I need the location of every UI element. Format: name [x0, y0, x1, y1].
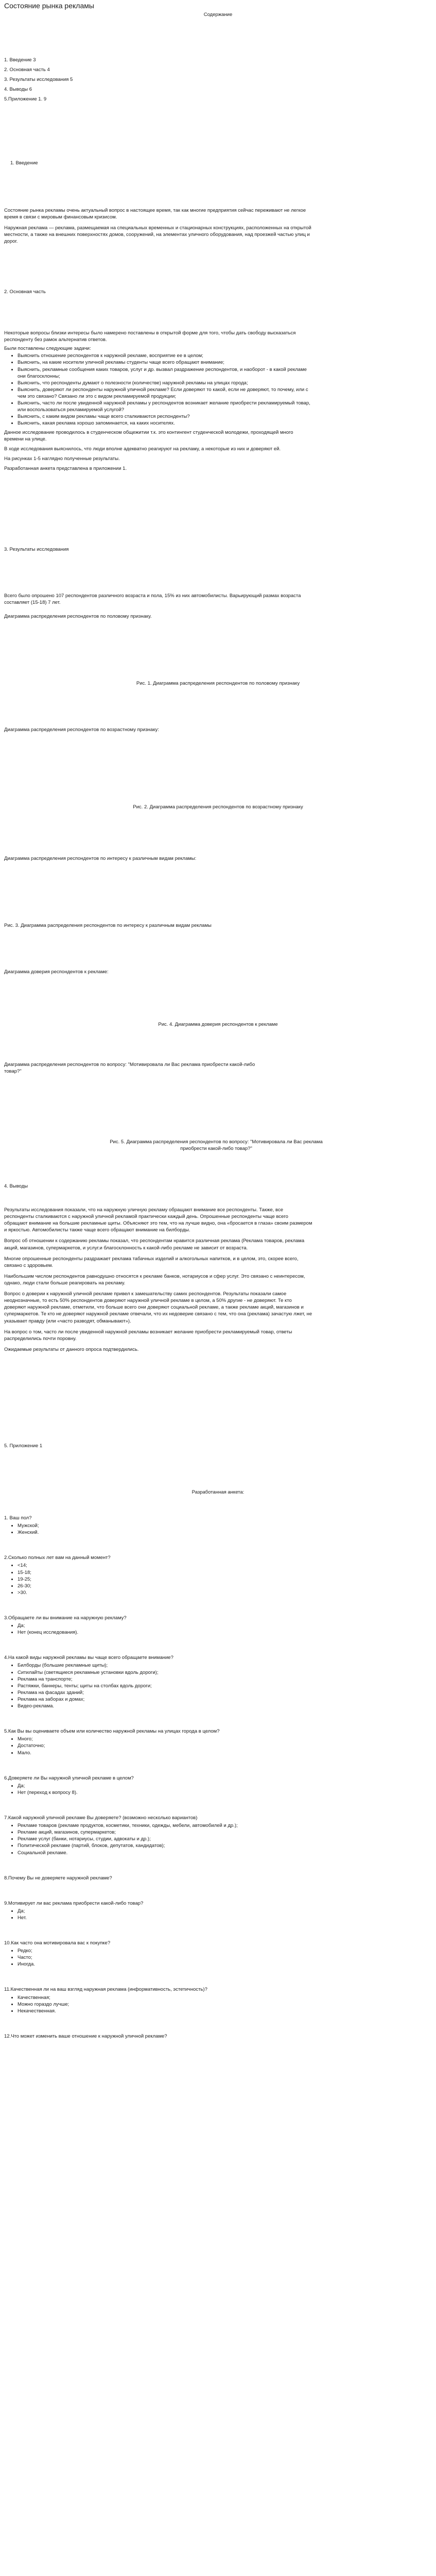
results-paragraph: Диаграмма распределения респондентов по интересу к различным видам рекламы:	[4, 856, 197, 861]
answer-option[interactable]: • 26-30;	[18, 1583, 313, 1589]
answer-option[interactable]: • Редко;	[18, 1947, 313, 1954]
answer-option[interactable]: • Ситилайты (светящиеся рекламные установки вдоль дороги);	[18, 1669, 313, 1676]
survey-question	[4, 1728, 313, 1756]
figure-caption: Рис. 3. Диаграмма распределения респондентов по интересу к различным видам рекламы	[4, 923, 212, 928]
toc-heading: Содержание	[203, 12, 233, 18]
survey-question	[4, 1940, 313, 1968]
results-intro	[4, 592, 313, 620]
survey-question	[4, 1900, 313, 1921]
intro-paragraph: Наружная реклама — реклама, размещаемая на специальных временных и стационарных конструкциях, расположенных на открытой местности, а также на внешних поверхностях домов, сооружений, на элементах уличного оборудования, над проезжей частью улиц и дорог.	[4, 225, 311, 245]
conclusion-paragraph: Вопрос об отношении к содержанию рекламы показал, что респондентам нравится различная реклама (Реклама товаров, реклама акций, магазинов, супермаркетов, и услуг.и благосклонность к какой-либо рекламе не зависит от возраста.	[4, 1238, 305, 1251]
answer-option[interactable]: • Некачественная.	[18, 2008, 313, 2014]
answer-option[interactable]: • Да;	[18, 1908, 313, 1914]
answer-option[interactable]: • Рекламе услуг (банки, нотариусы, студии, адвокаты и др.);	[18, 1836, 313, 1842]
figure-caption: Рис. 2. Диаграмма распределения респондентов по возрастному признаку	[133, 804, 303, 810]
answer-option[interactable]: • Рекламе акций, магазинов, супермаркетов;	[18, 1829, 313, 1836]
main-paragraph: Были поставлены следующие задачи:	[4, 346, 91, 352]
question-text: 4.На какой виды наружной рекламы вы чаще всего обращаете внимание?	[4, 1655, 173, 1661]
survey-question	[4, 1875, 313, 1882]
main-paragraph: На рисунках 1-5 наглядно полученные результаты.	[4, 455, 120, 462]
list-item: • Выяснить, рекламные сообщения каких товаров, услуг и др. вызвал раздражение респондентов, и наоборот - в какой рекламе они благосклонны;	[18, 366, 313, 380]
answer-option[interactable]: • Да;	[18, 1783, 313, 1789]
list-item: • Выяснить, на какие носители уличной рекламы студенты чаще всего обращают внимание;	[18, 359, 313, 366]
figure-caption: Рис. 1. Диаграмма распределения респондентов по половому признаку	[136, 681, 300, 686]
toc-item[interactable]: 1. Введение 3	[4, 57, 36, 63]
survey-title: Разработанная анкета:	[191, 1489, 245, 1495]
answer-option[interactable]: • Много;	[18, 1736, 313, 1742]
question-text: 11.Качественная ли на ваш взгляд наружная реклама (информативность, эстетичность)?	[4, 1987, 207, 1993]
answer-option[interactable]: • Женский.	[18, 1529, 313, 1536]
survey	[4, 1515, 313, 2058]
question-text: 8.Почему Вы не доверяете наружной рекламе?	[4, 1875, 112, 1881]
toc-item[interactable]: 5.Приложение 1. 9	[4, 96, 47, 103]
main-paragraph: Данное исследование проводилось в студенческом общежитии т.к. это контингент студенческой молодежи, проходящей много времени на улице.	[4, 429, 293, 442]
answer-option[interactable]: • Реклама на транспорте;	[18, 1676, 313, 1683]
results-paragraph: Диаграмма распределения респондентов по возрастному признаку:	[4, 727, 159, 733]
intro-paragraph: Состояние рынка рекламы очень актуальный вопрос в настоящее время, так как многие предприятия сейчас переживают не легкое время в связи с мировым финансовым кризисом.	[4, 208, 306, 221]
list-item: • Выяснить отношение респондентов к наружной рекламе, восприятие ее в целом;	[18, 352, 313, 359]
figure-caption: Рис. 5. Диаграмма распределения респондентов по вопросу: "Мотивировала ли Вас реклама приобрести какой-либо товар?"	[110, 1139, 323, 1152]
main-paragraph: Разработанная анкета представлена в приложении 1.	[4, 465, 127, 471]
answer-option[interactable]: • Мало.	[18, 1750, 313, 1756]
answer-option[interactable]: • Иногда.	[18, 1961, 313, 1968]
answer-option[interactable]: • Видео-реклама.	[18, 1703, 313, 1709]
question-text: 10.Как часто она мотивировала вас к покупке?	[4, 1940, 111, 1946]
answer-option[interactable]: • Да;	[18, 1622, 313, 1629]
conclusion-paragraph: Вопрос о доверии к наружной уличной рекламе привел к замешательству самих респондентов. Результаты показали самое неоднозначные, то есть 50% респондентов доверяют наружной уличной рекламе в целом, а 50% другие - не доверяют. Те кто доверяют наружной рекламе, отметили, что больше всего они доверяют социальной рекламе, а также рекламе акций, магазинов и супермаркетов. Те кто не доверяют наружной рекламе отвечали, что их недоверие связано с тем, что она (реклама) зачастую лжет, не указывает правду (или «часто разводят, обманывают»).	[4, 1291, 312, 1324]
list-item: • Выяснить, какая реклама хорошо запоминается, на каких носителях.	[18, 420, 313, 427]
answer-option[interactable]: • Нет.	[18, 1914, 313, 1921]
toc-item[interactable]: 4. Выводы 6	[4, 87, 32, 93]
survey-question	[4, 1615, 313, 1636]
intro-heading: 1. Введение	[10, 160, 38, 166]
question-text: 2.Сколько полных лет вам на данный момент?	[4, 1555, 111, 1561]
conclusions-heading: 4. Выводы	[4, 1183, 28, 1189]
answer-option[interactable]: • Мужской;	[18, 1522, 313, 1529]
results-paragraph: Диаграмма доверия респондентов к рекламе:	[4, 969, 109, 975]
answer-option[interactable]: • Качественная;	[18, 1994, 313, 2001]
results-paragraph: Всего было опрошено 107 респондентов различного возраста и пола, 15% из них автомобилисты. Варьирующий размах возраста составляет (15-18) 7 лет.	[4, 593, 301, 606]
answer-option[interactable]: • Социальной рекламе.	[18, 1850, 313, 1856]
tasks-list	[4, 352, 313, 427]
survey-question	[4, 1815, 313, 1856]
table-of-contents	[4, 57, 313, 106]
conclusion-paragraph: Результаты исследования показали, что на наружную уличную рекламу обращают внимание все респонденты. Также, все респонденты сталкиваются с наружной уличной рекламой практически каждый день. Опрошенные респонденты чаще всего обращают внимание на большие рекламные щиты. Объясняют это тем, что на лучше видно, она «бросается в глаза» своим размером и яркостью. Автомобилисты также чаще всего обращают внимание на билборды.	[4, 1207, 312, 1233]
question-text: 1. Ваш пол?	[4, 1515, 32, 1521]
main-section	[4, 330, 313, 472]
document-title: Состояние рынка рекламы	[4, 2, 94, 10]
answer-option[interactable]: • Билборды (большие рекламные щиты);	[18, 1662, 313, 1669]
answer-option[interactable]: • Нет (конец исследования).	[18, 1629, 313, 1636]
list-item: • Выяснить, что респонденты думают о полезности (количестве) наружной рекламы на улицах города;	[18, 380, 313, 386]
conclusions-section	[4, 1207, 313, 1357]
list-item: • Выяснить, часто ли после увиденной наружной рекламы у респондентов возникает желание приобрести рекламируемый товар, или воспользоваться рекламируемой услугой?	[18, 400, 313, 413]
main-paragraph: Некоторые вопросы близки интересы было намерено поставлены в открытой форме для того, чтобы дать свободу высказаться респонденту без рамок альтернатив ответов.	[4, 330, 296, 343]
results-heading: 3. Результаты исследования	[4, 547, 69, 552]
answer-option[interactable]: • Реклама на фасадах зданий;	[18, 1689, 313, 1696]
conclusion-paragraph: На вопрос о том, часто ли после увиденной наружной рекламы возникает желание приобрести рекламируемый товар, ответы распределились почти поровну.	[4, 1329, 292, 1342]
answer-option[interactable]: • Достаточно;	[18, 1742, 313, 1749]
answer-option[interactable]: • <14;	[18, 1562, 313, 1569]
question-text: 5.Как Вы вы оцениваете объем или количество наружной рекламы на улицах города в целом?	[4, 1728, 220, 1735]
survey-question	[4, 2033, 313, 2040]
appendix-heading: 5. Приложение 1	[4, 1443, 43, 1449]
question-text: 3.Обращаете ли вы внимание на наружную рекламу?	[4, 1615, 127, 1621]
list-item: • Выяснить, доверяют ли респонденты наружной уличной рекламе? Если доверяют то какой, если не доверяют, то почему, или с чем это связано? Связано ли это с видом рекламируемой продукции;	[18, 386, 313, 400]
main-paragraph: В ходе исследования выяснилось, что люди вполне адекватно реагируют на рекламу, а некоторые из них и доверяют ей.	[4, 446, 281, 452]
list-item: • Выяснить, с каким видом рекламы чаще всего сталкиваются респонденты?	[18, 413, 313, 420]
answer-option[interactable]: • Можно гораздо лучше;	[18, 2001, 313, 2008]
answer-option[interactable]: • Рекламе товаров (рекламе продуктов, косметики, техники, одежды, мебели, автомобилей и др.);	[18, 1822, 313, 1829]
toc-item[interactable]: 2. Основная часть 4	[4, 67, 50, 73]
results-paragraph: Диаграмма распределения респондентов по вопросу: "Мотивировала ли Вас реклама приобрести какой-либо товар?"	[4, 1062, 255, 1075]
conclusion-paragraph: Наибольшим числом респондентов равнодушно относятся к рекламе банков, нотариусов и сфер услуг. Это связано с неинтересом, однако, люди стали больше реагировать на рекламу.	[4, 1273, 305, 1286]
conclusion-paragraph: Многие опрошенные респонденты раздражает реклама табачных изделий и алкогольных напитков, и в целом, это, скорее всего, связано с здоровьем.	[4, 1256, 299, 1268]
answer-option[interactable]: • >30.	[18, 1589, 313, 1596]
answer-option[interactable]: • 15-18;	[18, 1569, 313, 1576]
question-text: 9.Мотивирует ли вас реклама приобрести какой-либо товар?	[4, 1900, 144, 1906]
answer-option[interactable]: • Часто;	[18, 1954, 313, 1961]
question-text: 7.Какой наружной уличной рекламе Вы доверяете? (возможно несколько вариантов)	[4, 1815, 198, 1821]
answer-option[interactable]: • Реклама на заборах и домах;	[18, 1696, 313, 1703]
survey-question	[4, 1654, 313, 1709]
answer-option[interactable]: • Нет (переход к вопросу 8).	[18, 1789, 313, 1796]
main-heading: 2. Основная часть	[4, 289, 46, 295]
figure-caption: Рис. 4. Диаграмма доверия респондентов к рекламе	[158, 1022, 278, 1027]
survey-question	[4, 1775, 313, 1796]
answer-option[interactable]: • Растяжки, баннеры, тенты; щиты на столбах вдоль дороги;	[18, 1683, 313, 1689]
question-text: 6.Доверяете ли Вы наружной уличной рекламе в целом?	[4, 1775, 134, 1781]
conclusion-paragraph: Ожидаемые результаты от данного опроса подтвердились.	[4, 1346, 139, 1352]
survey-question	[4, 1554, 313, 1596]
answer-option[interactable]: • 19-25;	[18, 1576, 313, 1583]
question-text: 12.Что может изменить ваше отношение к наружной уличной рекламе?	[4, 2033, 167, 2039]
survey-question	[4, 1986, 313, 2014]
results-paragraph: Диаграмма распределения респондентов по половому признаку.	[4, 614, 152, 620]
intro-section	[4, 207, 313, 246]
answer-option[interactable]: • Политической рекламе (партий, блоков, депутатов, кандидатов);	[18, 1842, 313, 1849]
toc-item[interactable]: 3. Результаты исследования 5	[4, 77, 73, 83]
survey-question	[4, 1515, 313, 1536]
